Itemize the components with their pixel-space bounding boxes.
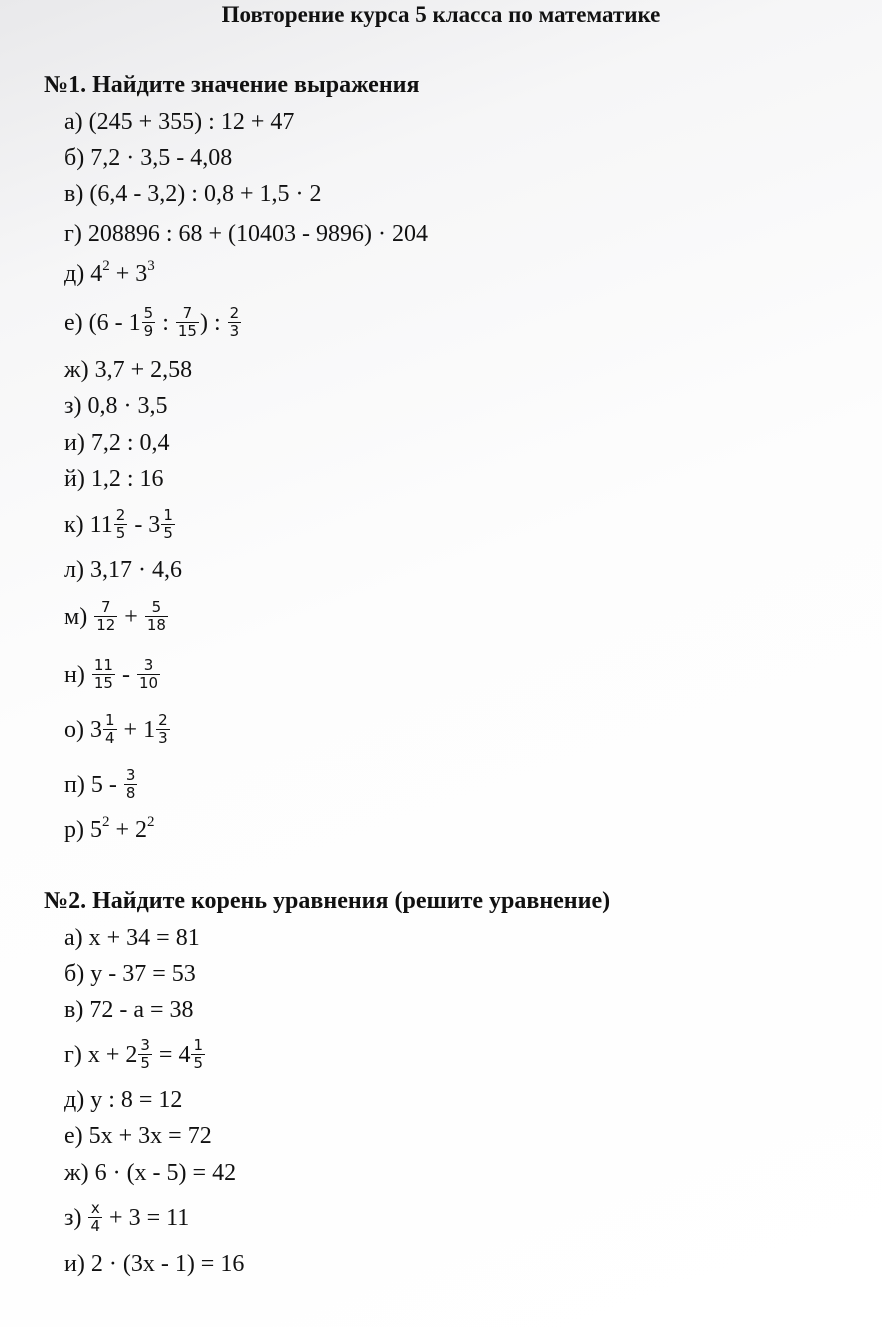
section-2-title: №2. Найдите корень уравнения (решите уравнение) [44,888,611,914]
fraction [142,305,156,340]
fraction-numerator: 11 [93,656,113,674]
fraction-numerator: x [88,1200,102,1218]
task-label: м) [64,604,94,631]
fraction-numerator: 7 [94,599,117,617]
power-base: 5 [90,817,102,843]
task-1d [64,259,155,289]
fraction [176,305,199,340]
fraction-denominator: 5 [193,1054,204,1072]
task-1iy: й) 1,2 : 16 [64,466,164,492]
fraction [156,712,170,747]
power-base: 3 [135,261,148,287]
fraction [88,1200,102,1235]
task-1i: и) 7,2 : 0,4 [64,430,170,456]
operator: + 1 [117,717,156,744]
task-label: з) [64,1205,88,1232]
fraction-numerator: 3 [125,766,136,784]
fraction-denominator: 9 [143,322,154,340]
fraction [103,712,117,747]
task-2d: д) y : 8 = 12 [64,1087,183,1113]
fraction-denominator: 4 [105,729,115,747]
section-1-title: №1. Найдите значение выражения [44,72,420,98]
task-1p [64,766,138,804]
page-title: Повторение курса 5 класса по математике [221,2,661,27]
fraction-numerator: 2 [229,304,240,322]
fraction [138,1037,152,1072]
task-label: н) [64,662,91,689]
task-1zh: ж) 3,7 + 2,58 [64,357,193,383]
task-1l: л) 3,17 · 4,6 [64,557,182,583]
fraction-numerator: 2 [158,711,168,729]
task-1n [64,656,161,694]
fraction [124,767,138,802]
operator: + [109,817,136,843]
operator: - [115,662,136,689]
task-2z [64,1199,190,1237]
task-2v: в) 72 - a = 38 [64,997,194,1023]
fraction-denominator: 15 [93,674,113,692]
task-label: д) [64,261,91,287]
power-exponent: 2 [147,814,155,830]
fraction-denominator: 5 [140,1054,150,1072]
task-1o [64,711,171,749]
fraction [114,507,128,542]
operator: - 3 [128,512,161,539]
fraction-denominator: 12 [96,616,116,634]
fraction-denominator: 15 [177,322,197,340]
fraction-numerator: 5 [143,304,154,322]
fraction [191,1037,205,1072]
fraction [137,657,160,692]
fraction-numerator: 3 [137,657,160,675]
task-1k [64,506,176,544]
operator: + [109,261,136,287]
task-label: к) 11 [64,512,113,539]
task-label: е) (6 - 1 [64,310,141,337]
task-label: п) 5 - [64,772,123,799]
task-1v: в) (6,4 - 3,2) : 0,8 + 1,5 · 2 [64,181,322,207]
fraction-denominator: 5 [115,524,126,542]
task-2b: б) y - 37 = 53 [64,961,196,987]
power-base: 2 [135,817,148,843]
fraction-numerator: 2 [115,506,126,524]
operator: = 4 [152,1042,191,1069]
task-2zh: ж) 6 · (x - 5) = 42 [64,1160,237,1186]
fraction-denominator: 4 [90,1217,101,1235]
fraction-numerator: 1 [163,506,173,524]
fraction-numerator: 1 [193,1036,204,1054]
power-exponent: 2 [102,258,110,274]
task-1b: б) 7,2 · 3,5 - 4,08 [64,145,233,171]
task-1a: а) (245 + 355) : 12 + 47 [64,109,295,135]
fraction [145,599,168,634]
task-2i: и) 2 · (3x - 1) = 16 [64,1251,245,1277]
power-exponent: 2 [102,814,110,830]
power-base: 4 [90,261,103,287]
task-1r [64,815,155,845]
operator: + [118,604,144,631]
fraction-denominator: 3 [158,729,168,747]
fraction-numerator: 1 [105,711,115,729]
task-1z: з) 0,8 · 3,5 [64,393,168,419]
fraction [228,305,242,340]
task-2g [64,1036,206,1074]
task-label: о) 3 [64,717,102,744]
fraction-numerator: 7 [176,305,199,323]
task-1g: г) 208896 : 68 + (10403 - 9896) · 204 [64,221,429,247]
operator: : [156,310,175,337]
task-2a: а) x + 34 = 81 [64,925,200,951]
fraction-numerator: 3 [140,1036,150,1054]
fraction [94,599,117,634]
fraction-numerator: 5 [145,599,168,617]
fraction-denominator: 5 [163,524,173,542]
task-1e [64,304,242,342]
fraction-denominator: 3 [229,322,240,340]
fraction-denominator: 10 [138,674,159,692]
power-exponent: 3 [147,258,155,274]
fraction-denominator: 18 [146,616,166,634]
fraction-denominator: 8 [125,784,136,802]
task-label: р) [64,817,90,843]
operator: ) : [199,310,227,337]
task-1m [64,598,169,636]
fraction [92,657,115,692]
fraction [161,507,175,542]
task-label: г) x + 2 [64,1042,138,1069]
task-2e: е) 5x + 3x = 72 [64,1123,212,1149]
operator: + 3 = 11 [103,1205,190,1232]
